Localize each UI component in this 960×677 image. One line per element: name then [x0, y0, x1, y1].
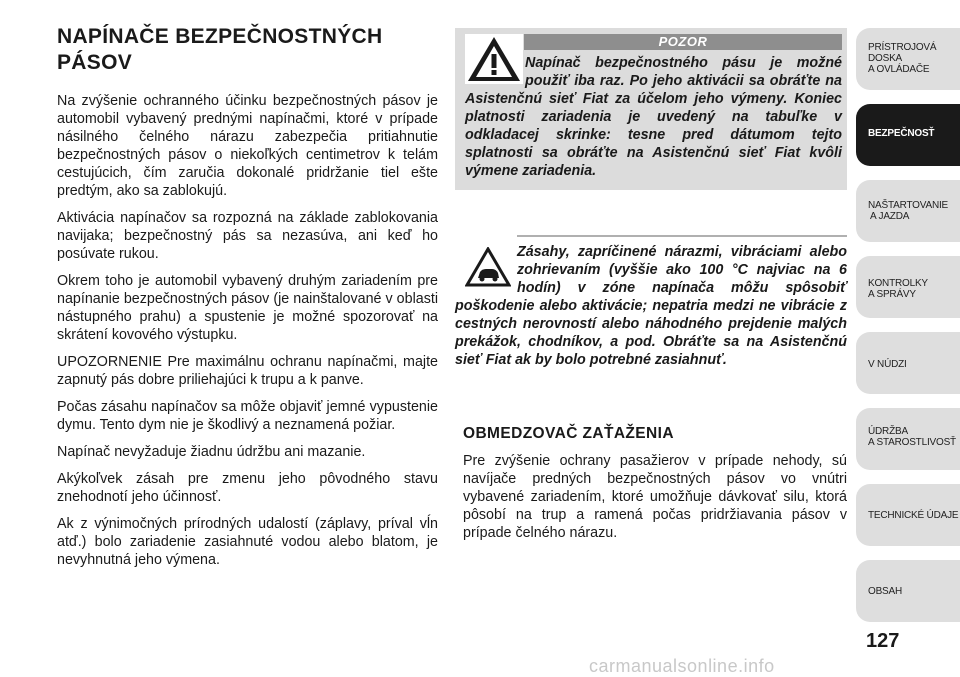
chapter-sidebar — [856, 28, 960, 628]
tab-label: NAŠTARTOVANIE — [868, 200, 949, 211]
left-column — [57, 24, 438, 578]
paragraph-2: Aktivácia napínačov sa rozpozná na základe zablokovania navijaka; bezpečnostný pás sa nezasúva, ani keď ho posúvate rukou. — [57, 210, 438, 262]
tab-udrzba[interactable] — [856, 408, 960, 470]
warning-text — [465, 54, 842, 180]
impact-text — [455, 243, 847, 369]
page-number: 127 — [866, 630, 900, 652]
impact-text-content: Zásahy, zapríčinené nárazmi, vibráciami alebo zohrievaním (vyššie ako 100 °C najviac na 6 hodín) v zóne napínača môžu spôsobiť poškodenie alebo aktivácie; nepatria medzi ne vibrácie z cestných nerovností alebo náhodného prejdenie malých prekážok, chodníkov, a pod. Obráťte sa na Asistenčnú sieť Fiat ak by bolo potrebné zasiahnuť. — [455, 244, 847, 368]
warning-box — [455, 28, 847, 190]
tab-label: A SPRÁVY — [868, 289, 916, 300]
tab-label: BEZPEČNOSŤ — [868, 128, 935, 139]
paragraph-5: Počas zásahu napínačov sa môže objaviť jemné vypustenie dymu. Tento dym nie je škodlivý a neznamená požiar. — [57, 399, 438, 433]
warning-tag: POZOR — [524, 34, 842, 50]
tab-nastartovanie[interactable] — [856, 180, 960, 242]
footer-watermark: carmanualsonline.info — [589, 656, 775, 676]
load-limiter-text: Pre zvýšenie ochrany pasažierov v prípade nehody, sú navíjače predných bezpečnostných pásov vo vnútri vybavené zariadením, ktoré umožňuje dávkovať silu, ktorá pôsobí na trup a ramená počas pridržiavania pásov v prípade čelného nárazu. — [463, 453, 847, 541]
tab-kontrolky[interactable] — [856, 256, 960, 318]
impact-divider — [517, 235, 847, 237]
car-warning-icon — [465, 247, 511, 287]
tab-pristrojova-doska[interactable] — [856, 28, 960, 90]
impact-note — [455, 235, 847, 369]
tab-label: V NÚDZI — [868, 359, 907, 370]
tab-bezpecnost[interactable] — [856, 104, 960, 166]
warning-text-content: Napínač bezpečnostného pásu je možné použiť iba raz. Po jeho aktivácii sa obráťte na Asistenčnú sieť Fiat za účelom jeho výmeny. Koniec platnosti zariadenia je uvedený na tabuľke v odkladacej skrinke: tesne pred dátumom tejto splatnosti sa obráťte na Asistenčnú sieť Fiat kvôli výmene zariadenia. — [465, 55, 842, 179]
paragraph-3: Okrem toho je automobil vybavený druhým zariadením pre napínanie bezpečnostných pásov (je nainštalované v oblasti nástupného prahu) a spustenie je možné spozorovať na skrátení kovového výstupku. — [57, 273, 438, 343]
page-title — [57, 24, 438, 76]
tab-label: PRÍSTROJOVÁ — [868, 42, 937, 53]
tab-label: ÚDRŽBA — [868, 426, 908, 437]
tab-label: OBSAH — [868, 586, 903, 597]
load-limiter-section — [463, 424, 847, 542]
tab-technicke-udaje[interactable] — [856, 484, 960, 546]
paragraph-1: Na zvýšenie ochranného účinku bezpečnostných pásov je automobil vybavený prednými napínačmi, ktoré v prípade násilného čelného nárazu zabezpečia pritiahnutie bezpečnostných pásov o niekoľkých centimetrov k telám cestujúcich, čím zaručia dokonalé pridržanie tiel ešte predtým, ako sa zablokujú. — [57, 93, 438, 199]
title-line-1: NAPÍNAČE BEZPEČNOSTNÝCH — [57, 25, 383, 48]
tab-label: KONTROLKY — [868, 278, 928, 289]
tab-label: A STAROSTLIVOSŤ — [868, 437, 956, 448]
tab-label: DOSKA — [868, 53, 903, 64]
tab-label: A OVLÁDAČE — [868, 64, 930, 75]
paragraph-8: Ak z výnimočných prírodných udalostí (záplavy, príval vĺn atď.) bolo zariadenie zasiahnuté vodou alebo blatom, je nevyhnutná jeho výmena. — [57, 516, 438, 568]
tab-v-nudzi[interactable] — [856, 332, 960, 394]
paragraph-7: Akýkoľvek zásah pre zmenu jeho pôvodného stavu znehodnotí jeho účinnosť. — [57, 471, 438, 505]
paragraph-4: UPOZORNENIE Pre maximálnu ochranu napínačmi, majte zapnutý pás dobre priliehajúci k trupu a k panve. — [57, 354, 438, 388]
tab-label: A JAZDA — [868, 211, 910, 222]
paragraph-6: Napínač nevyžaduje žiadnu údržbu ani mazanie. — [57, 444, 366, 460]
load-limiter-heading: OBMEDZOVAČ ZAŤAŽENIA — [463, 425, 674, 442]
tab-obsah[interactable] — [856, 560, 960, 622]
tab-label: TECHNICKÉ ÚDAJE — [868, 510, 959, 521]
title-line-2: PÁSOV — [57, 51, 133, 74]
